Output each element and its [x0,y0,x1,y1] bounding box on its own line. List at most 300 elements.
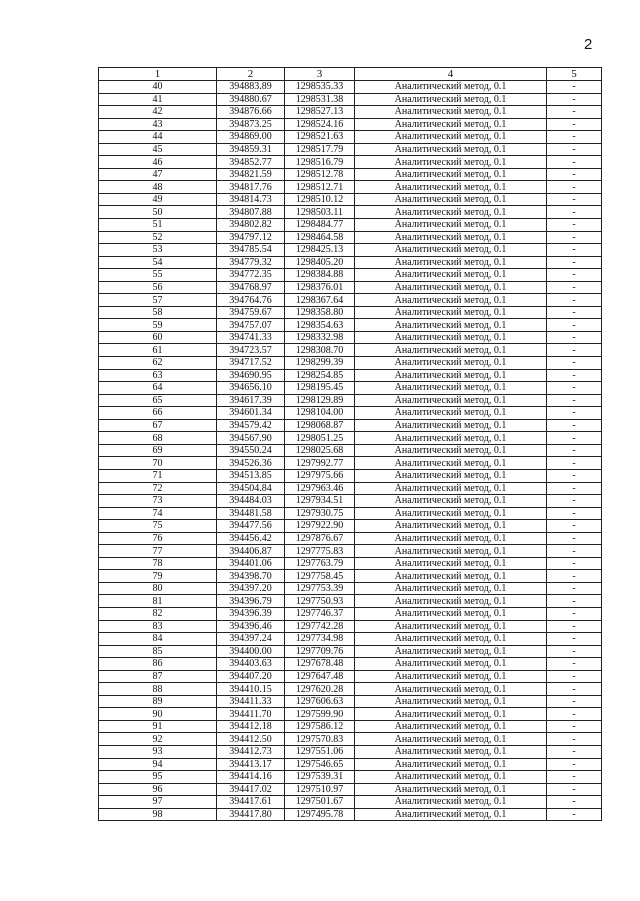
x-coordinate-cell: 394397.20 [217,582,285,595]
y-coordinate-cell: 1298405.20 [285,256,355,269]
x-coordinate-cell: 394513.85 [217,469,285,482]
y-coordinate-cell: 1297750.93 [285,595,355,608]
note-cell: - [547,407,602,420]
method-cell: Аналитический метод, 0.1 [355,582,547,595]
note-cell: - [547,382,602,395]
x-coordinate-cell: 394656.10 [217,382,285,395]
y-coordinate-cell: 1298367.64 [285,294,355,307]
point-number-cell: 70 [99,457,217,470]
x-coordinate-cell: 394484.03 [217,495,285,508]
y-coordinate-cell: 1298308.70 [285,344,355,357]
y-coordinate-cell: 1298531.38 [285,93,355,106]
point-number-cell: 61 [99,344,217,357]
x-coordinate-cell: 394417.80 [217,808,285,821]
table-row [99,344,602,357]
column-header: 2 [217,68,285,81]
method-cell: Аналитический метод, 0.1 [355,507,547,520]
table-row [99,319,602,332]
note-cell: - [547,81,602,94]
note-cell: - [547,495,602,508]
table-row [99,683,602,696]
method-cell: Аналитический метод, 0.1 [355,469,547,482]
method-cell: Аналитический метод, 0.1 [355,357,547,370]
note-cell: - [547,444,602,457]
note-cell: - [547,758,602,771]
note-cell: - [547,331,602,344]
point-number-cell: 95 [99,771,217,784]
x-coordinate-cell: 394859.31 [217,143,285,156]
note-cell: - [547,482,602,495]
method-cell: Аналитический метод, 0.1 [355,168,547,181]
method-cell: Аналитический метод, 0.1 [355,495,547,508]
x-coordinate-cell: 394759.67 [217,306,285,319]
method-cell: Аналитический метод, 0.1 [355,256,547,269]
point-number-cell: 91 [99,720,217,733]
table-row [99,93,602,106]
point-number-cell: 84 [99,633,217,646]
x-coordinate-cell: 394617.39 [217,394,285,407]
method-cell: Аналитический метод, 0.1 [355,131,547,144]
method-cell: Аналитический метод, 0.1 [355,633,547,646]
x-coordinate-cell: 394802.82 [217,219,285,232]
method-cell: Аналитический метод, 0.1 [355,520,547,533]
x-coordinate-cell: 394401.06 [217,557,285,570]
table-row [99,658,602,671]
table-row [99,306,602,319]
x-coordinate-cell: 394456.42 [217,532,285,545]
x-coordinate-cell: 394412.73 [217,745,285,758]
note-cell: - [547,658,602,671]
point-number-cell: 67 [99,419,217,432]
y-coordinate-cell: 1297495.78 [285,808,355,821]
y-coordinate-cell: 1297606.63 [285,695,355,708]
method-cell: Аналитический метод, 0.1 [355,219,547,232]
method-cell: Аналитический метод, 0.1 [355,658,547,671]
point-number-cell: 65 [99,394,217,407]
note-cell: - [547,369,602,382]
method-cell: Аналитический метод, 0.1 [355,106,547,119]
note-cell: - [547,607,602,620]
method-cell: Аналитический метод, 0.1 [355,545,547,558]
note-cell: - [547,570,602,583]
y-coordinate-cell: 1298376.01 [285,281,355,294]
method-cell: Аналитический метод, 0.1 [355,808,547,821]
point-number-cell: 77 [99,545,217,558]
y-coordinate-cell: 1298129.89 [285,394,355,407]
table-row [99,81,602,94]
point-number-cell: 87 [99,670,217,683]
table-row [99,419,602,432]
y-coordinate-cell: 1298512.71 [285,181,355,194]
point-number-cell: 64 [99,382,217,395]
note-cell: - [547,156,602,169]
point-number-cell: 79 [99,570,217,583]
point-number-cell: 83 [99,620,217,633]
table-row [99,520,602,533]
method-cell: Аналитический метод, 0.1 [355,143,547,156]
table-row [99,143,602,156]
method-cell: Аналитический метод, 0.1 [355,708,547,721]
y-coordinate-cell: 1298358.80 [285,306,355,319]
x-coordinate-cell: 394411.70 [217,708,285,721]
x-coordinate-cell: 394414.16 [217,771,285,784]
note-cell: - [547,796,602,809]
y-coordinate-cell: 1297734.98 [285,633,355,646]
y-coordinate-cell: 1298503.11 [285,206,355,219]
note-cell: - [547,557,602,570]
table-row [99,733,602,746]
x-coordinate-cell: 394723.57 [217,344,285,357]
point-number-cell: 94 [99,758,217,771]
note-cell: - [547,206,602,219]
method-cell: Аналитический метод, 0.1 [355,394,547,407]
note-cell: - [547,532,602,545]
method-cell: Аналитический метод, 0.1 [355,570,547,583]
y-coordinate-cell: 1298517.79 [285,143,355,156]
note-cell: - [547,269,602,282]
point-number-cell: 56 [99,281,217,294]
method-cell: Аналитический метод, 0.1 [355,595,547,608]
table-row [99,633,602,646]
table-row [99,482,602,495]
point-number-cell: 53 [99,244,217,257]
y-coordinate-cell: 1298104.00 [285,407,355,420]
y-coordinate-cell: 1297599.90 [285,708,355,721]
coordinates-table [98,67,602,821]
y-coordinate-cell: 1297922.90 [285,520,355,533]
method-cell: Аналитический метод, 0.1 [355,532,547,545]
y-coordinate-cell: 1297934.51 [285,495,355,508]
point-number-cell: 58 [99,306,217,319]
point-number-cell: 72 [99,482,217,495]
table-row [99,582,602,595]
y-coordinate-cell: 1298524.16 [285,118,355,131]
table-row [99,219,602,232]
y-coordinate-cell: 1298484.77 [285,219,355,232]
y-coordinate-cell: 1297930.75 [285,507,355,520]
y-coordinate-cell: 1297709.76 [285,645,355,658]
x-coordinate-cell: 394400.00 [217,645,285,658]
point-number-cell: 68 [99,432,217,445]
point-number-cell: 85 [99,645,217,658]
point-number-cell: 82 [99,607,217,620]
note-cell: - [547,106,602,119]
y-coordinate-cell: 1298521.63 [285,131,355,144]
y-coordinate-cell: 1298512.78 [285,168,355,181]
table-row [99,206,602,219]
note-cell: - [547,708,602,721]
y-coordinate-cell: 1297586.12 [285,720,355,733]
note-cell: - [547,683,602,696]
y-coordinate-cell: 1297876.67 [285,532,355,545]
method-cell: Аналитический метод, 0.1 [355,670,547,683]
point-number-cell: 62 [99,357,217,370]
column-header: 3 [285,68,355,81]
x-coordinate-cell: 394768.97 [217,281,285,294]
table-row [99,771,602,784]
point-number-cell: 63 [99,369,217,382]
point-number-cell: 50 [99,206,217,219]
x-coordinate-cell: 394526.36 [217,457,285,470]
point-number-cell: 81 [99,595,217,608]
method-cell: Аналитический метод, 0.1 [355,231,547,244]
y-coordinate-cell: 1297546.65 [285,758,355,771]
x-coordinate-cell: 394481.58 [217,507,285,520]
method-cell: Аналитический метод, 0.1 [355,118,547,131]
x-coordinate-cell: 394814.73 [217,193,285,206]
table-row [99,382,602,395]
table-row [99,256,602,269]
x-coordinate-cell: 394880.67 [217,93,285,106]
method-cell: Аналитический метод, 0.1 [355,382,547,395]
point-number-cell: 45 [99,143,217,156]
note-cell: - [547,469,602,482]
y-coordinate-cell: 1297647.48 [285,670,355,683]
table-row [99,607,602,620]
x-coordinate-cell: 394407.20 [217,670,285,683]
point-number-cell: 90 [99,708,217,721]
table-row [99,720,602,733]
table-row [99,495,602,508]
point-number-cell: 74 [99,507,217,520]
point-number-cell: 80 [99,582,217,595]
x-coordinate-cell: 394477.56 [217,520,285,533]
y-coordinate-cell: 1297758.45 [285,570,355,583]
x-coordinate-cell: 394869.00 [217,131,285,144]
table-row [99,106,602,119]
y-coordinate-cell: 1297753.39 [285,582,355,595]
point-number-cell: 98 [99,808,217,821]
method-cell: Аналитический метод, 0.1 [355,620,547,633]
x-coordinate-cell: 394413.17 [217,758,285,771]
method-cell: Аналитический метод, 0.1 [355,369,547,382]
x-coordinate-cell: 394873.25 [217,118,285,131]
method-cell: Аналитический метод, 0.1 [355,306,547,319]
note-cell: - [547,507,602,520]
point-number-cell: 60 [99,331,217,344]
point-number-cell: 88 [99,683,217,696]
note-cell: - [547,545,602,558]
note-cell: - [547,520,602,533]
y-coordinate-cell: 1297501.67 [285,796,355,809]
point-number-cell: 52 [99,231,217,244]
point-number-cell: 93 [99,745,217,758]
table-row [99,758,602,771]
y-coordinate-cell: 1297620.28 [285,683,355,696]
method-cell: Аналитический метод, 0.1 [355,783,547,796]
note-cell: - [547,720,602,733]
y-coordinate-cell: 1298510.12 [285,193,355,206]
table-row [99,507,602,520]
method-cell: Аналитический метод, 0.1 [355,206,547,219]
note-cell: - [547,670,602,683]
method-cell: Аналитический метод, 0.1 [355,771,547,784]
y-coordinate-cell: 1297539.31 [285,771,355,784]
point-number-cell: 54 [99,256,217,269]
x-coordinate-cell: 394807.88 [217,206,285,219]
x-coordinate-cell: 394764.76 [217,294,285,307]
x-coordinate-cell: 394412.18 [217,720,285,733]
method-cell: Аналитический метод, 0.1 [355,432,547,445]
method-cell: Аналитический метод, 0.1 [355,457,547,470]
note-cell: - [547,457,602,470]
x-coordinate-cell: 394397.24 [217,633,285,646]
x-coordinate-cell: 394579.42 [217,419,285,432]
page-number: 2 [584,36,593,53]
point-number-cell: 89 [99,695,217,708]
table-row [99,369,602,382]
x-coordinate-cell: 394406.87 [217,545,285,558]
table-row [99,620,602,633]
table-row [99,532,602,545]
table-row [99,783,602,796]
note-cell: - [547,645,602,658]
table-row [99,595,602,608]
note-cell: - [547,808,602,821]
y-coordinate-cell: 1297742.28 [285,620,355,633]
method-cell: Аналитический метод, 0.1 [355,331,547,344]
table-row [99,131,602,144]
method-cell: Аналитический метод, 0.1 [355,419,547,432]
y-coordinate-cell: 1298535.33 [285,81,355,94]
x-coordinate-cell: 394772.35 [217,269,285,282]
point-number-cell: 78 [99,557,217,570]
y-coordinate-cell: 1297992.77 [285,457,355,470]
column-header: 1 [99,68,217,81]
point-number-cell: 40 [99,81,217,94]
table-header-row [99,68,602,81]
point-number-cell: 71 [99,469,217,482]
point-number-cell: 86 [99,658,217,671]
table-row [99,231,602,244]
point-number-cell: 48 [99,181,217,194]
note-cell: - [547,319,602,332]
x-coordinate-cell: 394883.89 [217,81,285,94]
table-row [99,808,602,821]
method-cell: Аналитический метод, 0.1 [355,745,547,758]
y-coordinate-cell: 1297975.66 [285,469,355,482]
method-cell: Аналитический метод, 0.1 [355,319,547,332]
table-row [99,444,602,457]
point-number-cell: 92 [99,733,217,746]
method-cell: Аналитический метод, 0.1 [355,482,547,495]
note-cell: - [547,193,602,206]
note-cell: - [547,131,602,144]
method-cell: Аналитический метод, 0.1 [355,93,547,106]
y-coordinate-cell: 1297678.48 [285,658,355,671]
method-cell: Аналитический метод, 0.1 [355,733,547,746]
y-coordinate-cell: 1298299.39 [285,357,355,370]
y-coordinate-cell: 1298254.85 [285,369,355,382]
method-cell: Аналитический метод, 0.1 [355,244,547,257]
table-row [99,193,602,206]
point-number-cell: 44 [99,131,217,144]
x-coordinate-cell: 394550.24 [217,444,285,457]
point-number-cell: 42 [99,106,217,119]
y-coordinate-cell: 1298384.88 [285,269,355,282]
table-row [99,432,602,445]
method-cell: Аналитический метод, 0.1 [355,444,547,457]
point-number-cell: 75 [99,520,217,533]
y-coordinate-cell: 1298464.58 [285,231,355,244]
note-cell: - [547,394,602,407]
y-coordinate-cell: 1297510.97 [285,783,355,796]
y-coordinate-cell: 1298527.13 [285,106,355,119]
y-coordinate-cell: 1298354.63 [285,319,355,332]
y-coordinate-cell: 1298332.98 [285,331,355,344]
x-coordinate-cell: 394779.32 [217,256,285,269]
table-row [99,545,602,558]
table-body [99,81,602,821]
note-cell: - [547,745,602,758]
table-row [99,181,602,194]
y-coordinate-cell: 1298051.25 [285,432,355,445]
method-cell: Аналитический метод, 0.1 [355,758,547,771]
x-coordinate-cell: 394412.50 [217,733,285,746]
table-row [99,331,602,344]
x-coordinate-cell: 394876.66 [217,106,285,119]
y-coordinate-cell: 1298425.13 [285,244,355,257]
note-cell: - [547,582,602,595]
note-cell: - [547,143,602,156]
x-coordinate-cell: 394821.59 [217,168,285,181]
method-cell: Аналитический метод, 0.1 [355,181,547,194]
table-row [99,645,602,658]
table-row [99,407,602,420]
table-row [99,294,602,307]
table-row [99,118,602,131]
point-number-cell: 51 [99,219,217,232]
point-number-cell: 46 [99,156,217,169]
note-cell: - [547,733,602,746]
table-row [99,570,602,583]
point-number-cell: 59 [99,319,217,332]
method-cell: Аналитический метод, 0.1 [355,407,547,420]
note-cell: - [547,231,602,244]
table-row [99,670,602,683]
point-number-cell: 97 [99,796,217,809]
method-cell: Аналитический метод, 0.1 [355,294,547,307]
note-cell: - [547,281,602,294]
column-header: 5 [547,68,602,81]
x-coordinate-cell: 394410.15 [217,683,285,696]
x-coordinate-cell: 394398.70 [217,570,285,583]
point-number-cell: 76 [99,532,217,545]
y-coordinate-cell: 1297763.79 [285,557,355,570]
method-cell: Аналитический метод, 0.1 [355,269,547,282]
note-cell: - [547,181,602,194]
table-row [99,469,602,482]
x-coordinate-cell: 394690.95 [217,369,285,382]
x-coordinate-cell: 394567.90 [217,432,285,445]
note-cell: - [547,219,602,232]
note-cell: - [547,783,602,796]
note-cell: - [547,93,602,106]
method-cell: Аналитический метод, 0.1 [355,796,547,809]
table-row [99,708,602,721]
x-coordinate-cell: 394797.12 [217,231,285,244]
y-coordinate-cell: 1298068.87 [285,419,355,432]
table-row [99,457,602,470]
table-row [99,156,602,169]
method-cell: Аналитический метод, 0.1 [355,720,547,733]
note-cell: - [547,344,602,357]
y-coordinate-cell: 1298516.79 [285,156,355,169]
x-coordinate-cell: 394757.07 [217,319,285,332]
note-cell: - [547,294,602,307]
table-row [99,745,602,758]
x-coordinate-cell: 394396.46 [217,620,285,633]
